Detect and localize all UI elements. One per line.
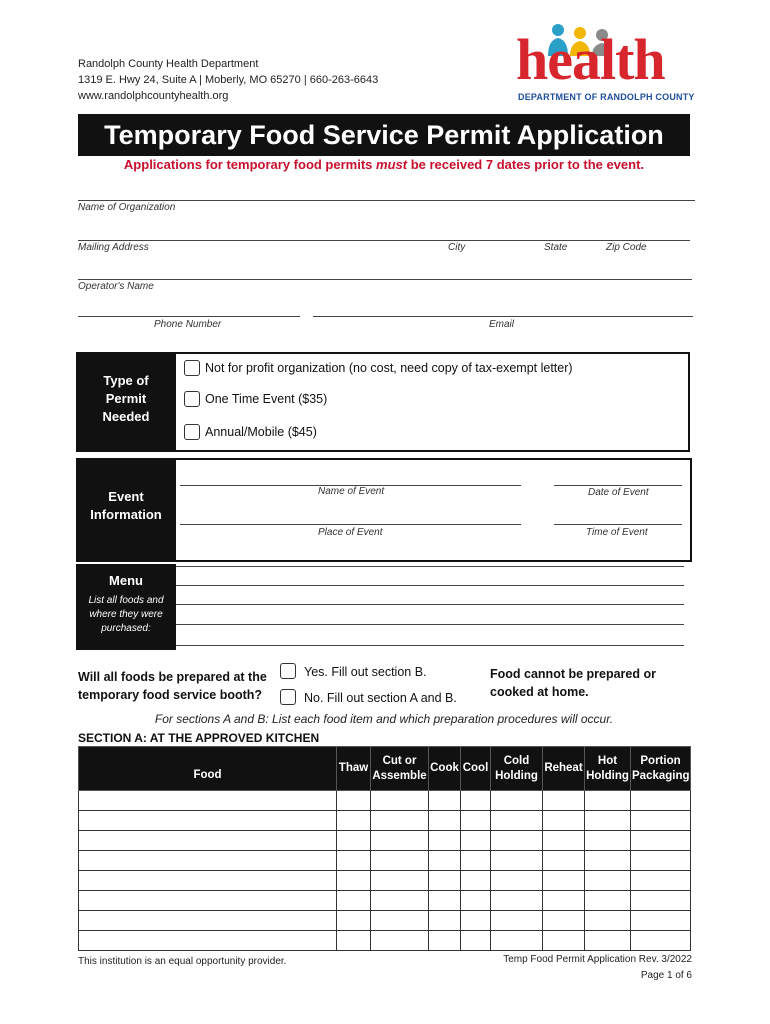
submission-deadline-note (78, 156, 690, 174)
table-row (79, 891, 691, 911)
menu-line-5[interactable] (176, 645, 684, 646)
table-cell[interactable] (491, 871, 543, 891)
col-portion-packaging: Portion Packaging (631, 747, 691, 791)
page-title: Temporary Food Service Permit Application (78, 114, 690, 156)
table-cell[interactable] (429, 871, 461, 891)
table-cell[interactable] (585, 791, 631, 811)
table-row (79, 931, 691, 951)
table-cell[interactable] (79, 831, 337, 851)
one-time-event-option-label: One Time Event ($35) (205, 392, 328, 406)
health-department-logo (516, 24, 696, 104)
equal-opportunity-statement: This institution is an equal opportunity provider. (78, 956, 287, 967)
organization-input-line[interactable] (78, 200, 695, 201)
table-cell[interactable] (337, 891, 371, 911)
table-cell[interactable] (543, 891, 585, 911)
event-time-label: Time of Event (586, 527, 648, 538)
prep-yes-checkbox[interactable] (280, 663, 296, 679)
table-cell[interactable] (337, 871, 371, 891)
table-cell[interactable] (631, 931, 691, 951)
table-cell[interactable] (461, 931, 491, 951)
event-time-input-line[interactable] (554, 524, 682, 525)
prep-no-option-label: No. Fill out section A and B. (304, 691, 457, 705)
table-cell[interactable] (371, 811, 429, 831)
table-row (79, 831, 691, 851)
table-cell[interactable] (79, 791, 337, 811)
table-cell[interactable] (491, 791, 543, 811)
logo-wordmark: health (516, 27, 665, 92)
logo-subtitle: DEPARTMENT OF RANDOLPH COUNTY (518, 92, 695, 102)
table-cell[interactable] (429, 891, 461, 911)
table-cell[interactable] (631, 871, 691, 891)
table-row (79, 871, 691, 891)
event-date-input-line[interactable] (554, 485, 682, 486)
table-cell[interactable] (371, 831, 429, 851)
table-cell[interactable] (79, 891, 337, 911)
permit-type-heading (76, 352, 176, 452)
event-info-heading (76, 458, 176, 562)
table-cell[interactable] (491, 851, 543, 871)
table-cell[interactable] (543, 831, 585, 851)
table-cell[interactable] (631, 831, 691, 851)
annual-mobile-option-label: Annual/Mobile ($45) (205, 425, 317, 439)
table-cell[interactable] (461, 831, 491, 851)
table-cell[interactable] (371, 871, 429, 891)
col-thaw: Thaw (337, 747, 371, 791)
non-profit-option-label: Not for profit organization (no cost, need copy of tax-exempt letter) (205, 361, 573, 375)
table-row (79, 811, 691, 831)
table-cell[interactable] (337, 791, 371, 811)
event-info-heading-text: Event Information (90, 489, 162, 522)
email-label: Email (489, 319, 515, 330)
subtitle-before: Applications for temporary food permits (123, 157, 377, 172)
event-name-label: Name of Event (318, 486, 385, 497)
col-hot-holding: Hot Holding (585, 747, 631, 791)
table-row (79, 851, 691, 871)
table-cell[interactable] (429, 831, 461, 851)
table-row (79, 791, 691, 811)
section-a-body (79, 791, 691, 951)
menu-line-2[interactable] (176, 585, 684, 586)
table-cell[interactable] (585, 851, 631, 871)
table-cell[interactable] (337, 931, 371, 951)
table-cell[interactable] (461, 791, 491, 811)
col-cold-holding: Cold Holding (491, 747, 543, 791)
email-input-line[interactable] (313, 316, 693, 317)
table-cell[interactable] (491, 831, 543, 851)
mailing-address-input-line[interactable] (78, 240, 690, 241)
table-cell[interactable] (631, 891, 691, 911)
prep-no-checkbox[interactable] (280, 689, 296, 705)
table-cell[interactable] (461, 811, 491, 831)
prep-location-question: Will all foods be prepared at the temporary food service booth? (78, 670, 267, 702)
col-cool: Cool (461, 747, 491, 791)
city-label: City (448, 242, 466, 253)
table-cell[interactable] (585, 811, 631, 831)
table-cell[interactable] (461, 871, 491, 891)
event-place-label: Place of Event (318, 527, 383, 538)
table-cell[interactable] (429, 851, 461, 871)
page-number: Page 1 of 6 (640, 970, 692, 981)
table-cell[interactable] (79, 871, 337, 891)
menu-note: List all foods and where they were purchased: (88, 595, 164, 634)
state-label: State (544, 242, 568, 253)
col-reheat: Reheat (543, 747, 585, 791)
table-cell[interactable] (543, 871, 585, 891)
table-cell[interactable] (371, 931, 429, 951)
table-cell[interactable] (631, 811, 691, 831)
org-website[interactable]: www.randolphcountyhealth.org (78, 90, 229, 102)
table-cell[interactable] (429, 931, 461, 951)
non-profit-checkbox[interactable] (184, 360, 200, 376)
org-address: 1319 E. Hwy 24, Suite A | Moberly, MO 65270 | 660-263-6643 (78, 74, 379, 86)
organization-label: Name of Organization (78, 202, 176, 213)
org-name: Randolph County Health Department (78, 58, 259, 70)
table-cell[interactable] (371, 911, 429, 931)
table-cell[interactable] (371, 891, 429, 911)
phone-label: Phone Number (154, 319, 222, 330)
table-row (79, 911, 691, 931)
table-cell[interactable] (631, 911, 691, 931)
subtitle-after: be received 7 dates prior to the event. (407, 157, 645, 172)
table-cell[interactable] (79, 851, 337, 871)
table-cell[interactable] (79, 911, 337, 931)
one-time-event-checkbox[interactable] (184, 391, 200, 407)
annual-mobile-checkbox[interactable] (184, 424, 200, 440)
table-cell[interactable] (337, 911, 371, 931)
revision-text: Temp Food Permit Application Rev. 3/2022 (503, 954, 692, 965)
operator-input-line[interactable] (78, 279, 692, 280)
menu-line-1[interactable] (176, 566, 684, 567)
phone-input-line[interactable] (78, 316, 300, 317)
menu-line-4[interactable] (176, 624, 684, 625)
table-cell[interactable] (337, 811, 371, 831)
permit-type-heading-text: Type of Permit Needed (102, 373, 150, 424)
table-cell[interactable] (337, 851, 371, 871)
table-cell[interactable] (429, 811, 461, 831)
table-cell[interactable] (461, 891, 491, 911)
table-cell[interactable] (79, 931, 337, 951)
table-cell[interactable] (585, 911, 631, 931)
menu-heading (76, 564, 176, 650)
operator-label: Operator's Name (78, 281, 154, 292)
table-cell[interactable] (631, 791, 691, 811)
org-info (78, 56, 378, 104)
table-cell[interactable] (543, 811, 585, 831)
section-a-title: SECTION A: AT THE APPROVED KITCHEN (78, 731, 320, 745)
table-cell[interactable] (585, 871, 631, 891)
table-cell[interactable] (337, 831, 371, 851)
table-cell[interactable] (461, 851, 491, 871)
table-cell[interactable] (429, 911, 461, 931)
subtitle-emphasis: must (376, 157, 408, 172)
table-cell[interactable] (585, 931, 631, 951)
table-cell[interactable] (585, 831, 631, 851)
table-cell[interactable] (543, 791, 585, 811)
table-cell[interactable] (543, 931, 585, 951)
table-cell[interactable] (491, 891, 543, 911)
table-cell[interactable] (371, 791, 429, 811)
table-cell[interactable] (491, 811, 543, 831)
table-cell[interactable] (429, 791, 461, 811)
col-cook: Cook (429, 747, 461, 791)
table-cell[interactable] (543, 911, 585, 931)
col-food: Food (79, 747, 337, 791)
col-cut-or-assemble: Cut or Assemble (371, 747, 429, 791)
table-cell[interactable] (631, 851, 691, 871)
table-cell[interactable] (491, 911, 543, 931)
table-cell[interactable] (461, 911, 491, 931)
table-cell[interactable] (491, 931, 543, 951)
menu-line-3[interactable] (176, 604, 684, 605)
table-cell[interactable] (79, 811, 337, 831)
event-date-label: Date of Event (588, 487, 649, 498)
section-a-header-row (79, 747, 691, 791)
event-place-input-line[interactable] (180, 524, 521, 525)
section-a-table (78, 746, 691, 951)
footer-revision (503, 952, 692, 984)
home-prep-warning: Food cannot be prepared or cooked at home. (490, 667, 656, 699)
sections-instructions: For sections A and B: List each food item and which preparation procedures will occur. (154, 712, 614, 726)
table-cell[interactable] (371, 851, 429, 871)
zip-code-label: Zip Code (606, 242, 647, 253)
menu-heading-text: Menu (109, 573, 143, 588)
prep-yes-option-label: Yes. Fill out section B. (304, 665, 427, 679)
mailing-address-label: Mailing Address (78, 242, 149, 253)
table-cell[interactable] (585, 891, 631, 911)
table-cell[interactable] (543, 851, 585, 871)
